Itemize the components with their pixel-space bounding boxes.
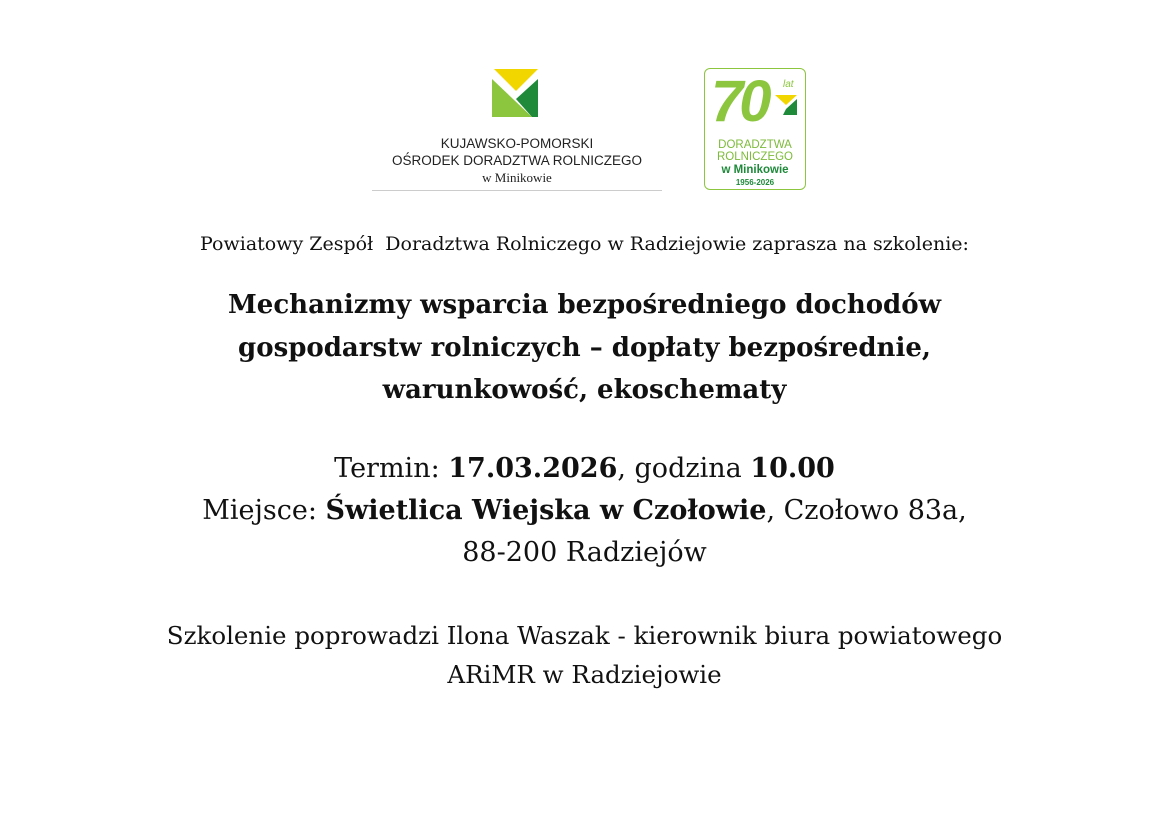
logo-line-3: w Minikowie	[482, 170, 552, 185]
time-label: , godzina	[617, 453, 751, 484]
place-line	[0, 490, 1169, 532]
header-logos	[372, 66, 810, 192]
date-value: 17.03.2026	[448, 453, 618, 484]
anniversary-line-3: w Minikowie	[721, 164, 789, 176]
address-line-2: 88-200 Radziejów	[462, 537, 707, 568]
anniversary-line-2: ROLNICZEGO	[716, 151, 794, 163]
logo-line-1: KUJAWSKO-POMORSKI	[440, 136, 594, 151]
trainer-info	[0, 616, 1169, 694]
trainer-line-1: Szkolenie poprowadzi Ilona Waszak - kierownik biura powiatowego	[166, 621, 1003, 650]
anniversary-logo	[704, 68, 806, 190]
title-line-1: Mechanizmy wsparcia bezpośredniego dochodów	[228, 290, 941, 320]
title-line-3: warunkowość, ekoschematy	[382, 375, 787, 405]
intro-text: Powiatowy Zespół Doradztwa Rolniczego w Radziejowie zaprasza na szkolenie:	[200, 233, 969, 255]
date-label: Termin:	[334, 453, 449, 484]
trainer-line-2: ARiMR w Radziejowie	[447, 660, 722, 689]
address-line-1: , Czołowo 83a,	[766, 495, 967, 526]
anniversary-years: 1956-2026	[735, 178, 775, 187]
kpodr-emblem-icon	[492, 69, 540, 117]
anniversary-line-1: DORADZTWA	[718, 139, 792, 151]
kpodr-logo	[372, 66, 662, 191]
place-label: Miejsce:	[202, 495, 326, 526]
training-title	[0, 284, 1169, 412]
emblem-small-icon	[775, 95, 797, 115]
anniversary-number: 70	[711, 69, 768, 134]
place-value: Świetlica Wiejska w Czołowie	[325, 495, 767, 526]
time-value: 10.00	[750, 453, 835, 484]
training-details	[0, 448, 1169, 574]
logo-line-2: OŚRODEK DORADZTWA ROLNICZEGO	[391, 153, 643, 168]
title-line-2: gospodarstw rolniczych – dopłaty bezpośrednie,	[238, 332, 931, 363]
date-line	[0, 448, 1169, 490]
anniversary-suffix: lat	[783, 79, 794, 90]
